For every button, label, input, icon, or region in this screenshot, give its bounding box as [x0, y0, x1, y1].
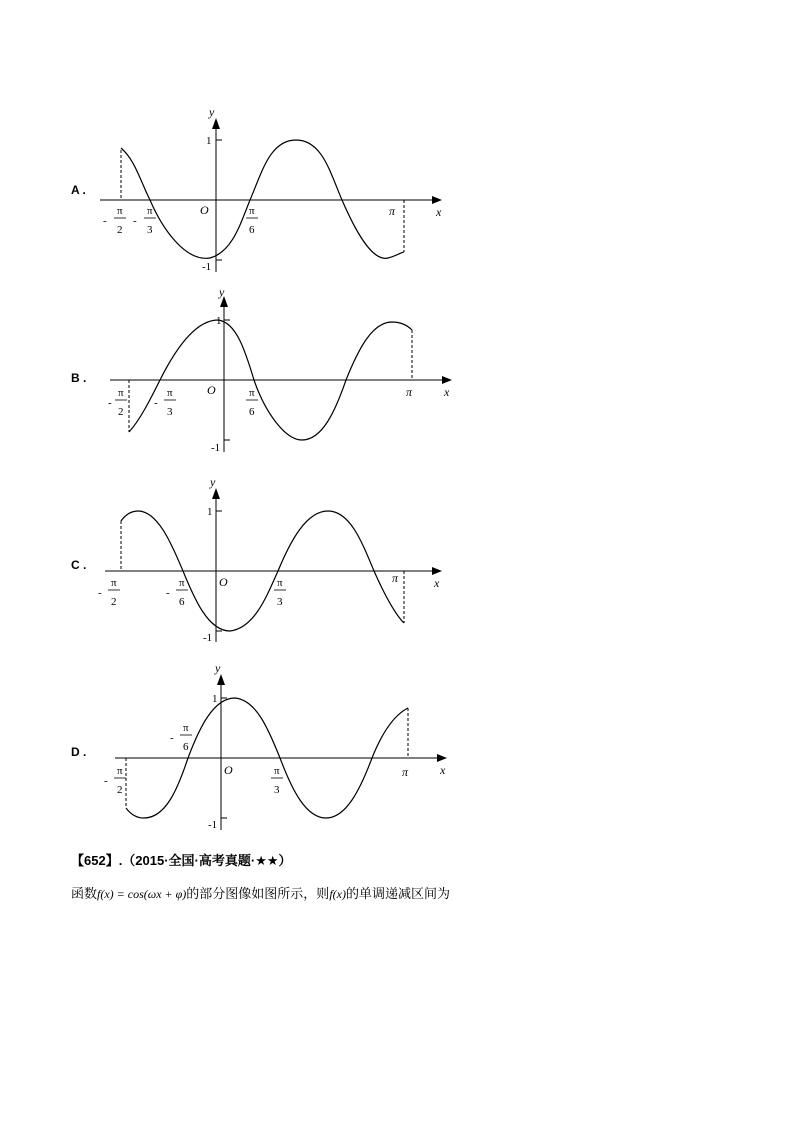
- svg-text:-: -: [170, 732, 174, 744]
- svg-text:-: -: [133, 215, 137, 227]
- y-max-label: 1: [207, 506, 213, 518]
- svg-text:3: 3: [147, 224, 153, 236]
- svg-text:π: π: [392, 571, 399, 585]
- svg-text:-: -: [103, 215, 107, 227]
- svg-text:2: 2: [111, 596, 117, 608]
- origin-label: O: [224, 763, 233, 777]
- svg-text:π: π: [117, 205, 123, 217]
- question-text-mid: 的部分图像如图所示，则: [186, 887, 330, 902]
- svg-text:6: 6: [249, 224, 255, 236]
- svg-text:-: -: [154, 397, 158, 409]
- svg-text:6: 6: [183, 741, 189, 753]
- origin-label: O: [207, 383, 216, 397]
- question-text: [71, 883, 450, 902]
- svg-text:2: 2: [117, 224, 123, 236]
- y-max-label: 1: [206, 135, 212, 147]
- y-min-label: -1: [202, 261, 212, 273]
- svg-text:2: 2: [118, 406, 124, 418]
- tick-pi: [402, 765, 409, 779]
- question-header: 【652】.（2015·全国·高考真题·★★）: [71, 853, 292, 868]
- y-min-label: -1: [208, 819, 218, 831]
- svg-text:6: 6: [179, 596, 185, 608]
- y-min-label: -1: [211, 442, 221, 454]
- svg-text:-: -: [108, 397, 112, 409]
- y-axis-label: y: [209, 105, 215, 119]
- svg-text:π: π: [249, 205, 255, 217]
- tick-pi-3: [271, 765, 283, 796]
- svg-text:π: π: [167, 387, 173, 399]
- x-axis-label: x: [440, 763, 446, 777]
- option-label: D .: [71, 745, 87, 759]
- svg-text:3: 3: [167, 406, 173, 418]
- svg-text:π: π: [179, 577, 185, 589]
- question-text-pre: 函数: [71, 887, 98, 902]
- tick-neg-pi-2: [104, 765, 126, 796]
- x-axis-label: x: [434, 576, 440, 590]
- svg-text:π: π: [277, 577, 283, 589]
- svg-text:π: π: [389, 204, 396, 218]
- svg-text:π: π: [183, 722, 189, 734]
- option-label: B .: [71, 371, 87, 385]
- svg-text:π: π: [274, 765, 280, 777]
- option-label: C .: [71, 558, 87, 572]
- svg-text:3: 3: [277, 596, 283, 608]
- y-min-label: -1: [203, 632, 213, 644]
- svg-text:-: -: [104, 775, 108, 787]
- x-axis-label: x: [444, 385, 450, 399]
- formula-eq: = cos(ωx + φ): [113, 887, 187, 901]
- svg-text:2: 2: [117, 784, 123, 796]
- svg-text:π: π: [147, 205, 153, 217]
- svg-text:π: π: [406, 385, 413, 399]
- tick-neg-pi-6: [170, 722, 192, 753]
- y-axis-label: y: [215, 661, 221, 675]
- origin-label: O: [200, 203, 209, 217]
- formula-fx2: f(x): [329, 887, 346, 901]
- y-axis-label: y: [219, 285, 225, 299]
- x-axis-label: x: [436, 205, 442, 219]
- svg-text:π: π: [111, 577, 117, 589]
- y-max-label: 1: [212, 693, 218, 705]
- svg-text:π: π: [118, 387, 124, 399]
- y-axis-label: y: [210, 475, 216, 489]
- svg-text:π: π: [117, 765, 123, 777]
- svg-text:π: π: [249, 387, 255, 399]
- option-label: A .: [71, 183, 86, 197]
- question-text-post: 的单调递减区间为: [345, 887, 450, 902]
- svg-text:3: 3: [274, 784, 280, 796]
- svg-text:-: -: [166, 587, 170, 599]
- svg-text:6: 6: [249, 406, 255, 418]
- origin-label: O: [219, 575, 228, 589]
- formula-fx: f(x): [97, 887, 114, 901]
- svg-text:π: π: [402, 765, 409, 779]
- svg-text:-: -: [98, 587, 102, 599]
- y-max-label: 1: [216, 315, 222, 327]
